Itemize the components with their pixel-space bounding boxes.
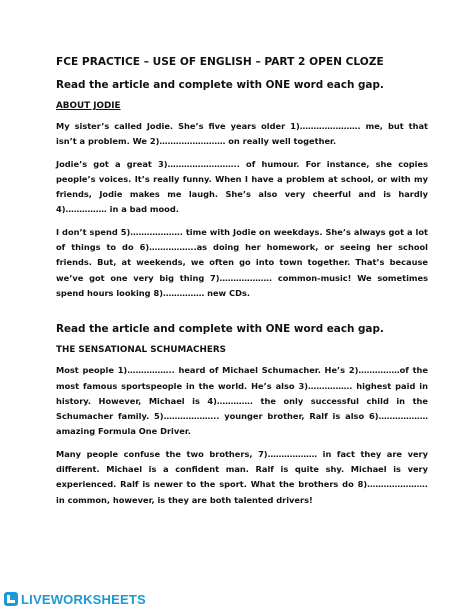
liveworksheets-logo-icon [4, 592, 18, 606]
section-schumachers [56, 323, 428, 508]
section1-heading: ABOUT JODIE [56, 101, 121, 111]
page-title: FCE PRACTICE – USE OF ENGLISH – PART 2 OPEN CLOZE [56, 56, 384, 68]
section2-instruction: Read the article and complete with ONE word each gap. [56, 323, 384, 336]
section1-paragraph-2: Jodie’s got a great 3)…………………….. of humour. For instance, she copies people’s voices. It’s really funny. When I have a problem at school, or with my friends, Jodie makes me laugh. She’s also very cheerful and is hardly 4)…………… in a bad mood. [56, 158, 428, 215]
liveworksheets-logo-text: LIVEWORKSHEETS [21, 591, 146, 607]
worksheet-content [56, 56, 428, 515]
section2-heading: THE SENSATIONAL SCHUMACHERS [56, 345, 226, 356]
section1-paragraph-1: My sister’s called Jodie. She’s five years older 1)…………………. me, but that isn’t a problem. We 2)…………………… on really well together. [56, 121, 428, 147]
section2-paragraph-1: Most people 1)…………….. heard of Michael Schumacher. He’s 2)……………of the most famous sportspeople in the world. He’s also 3)……………. highest paid in history. However, Michael is 4)…………. the only successful child in the Schumacher family. 5)……………….. younger brother, Ralf is also 6)……………… amazing Formula One Driver. [56, 365, 428, 437]
section1-instruction: Read the article and complete with ONE word each gap. [56, 79, 384, 91]
section-about-jodie [56, 79, 428, 301]
liveworksheets-logo[interactable] [4, 591, 146, 607]
section1-paragraph-3: I don’t spend 5)………………. time with Jodie on weekdays. She’s always got a lot of things to do 6)……………..as doing her homework, or seeing her school friends. But, at weekends, we often go into town together. That’s because we’ve got one very big thing 7)………………. common-music! We sometimes spend hours looking 8)…………… new CDs. [56, 226, 428, 298]
section2-paragraph-2: Many people confuse the two brothers, 7)……………… in fact they are very different. Michael is a confident man. Ralf is quite shy. Michael is very experienced. Ralf is newer to the sport. What the brothers do 8)…………………. in common, however, is they are both talented drivers! [56, 448, 428, 505]
